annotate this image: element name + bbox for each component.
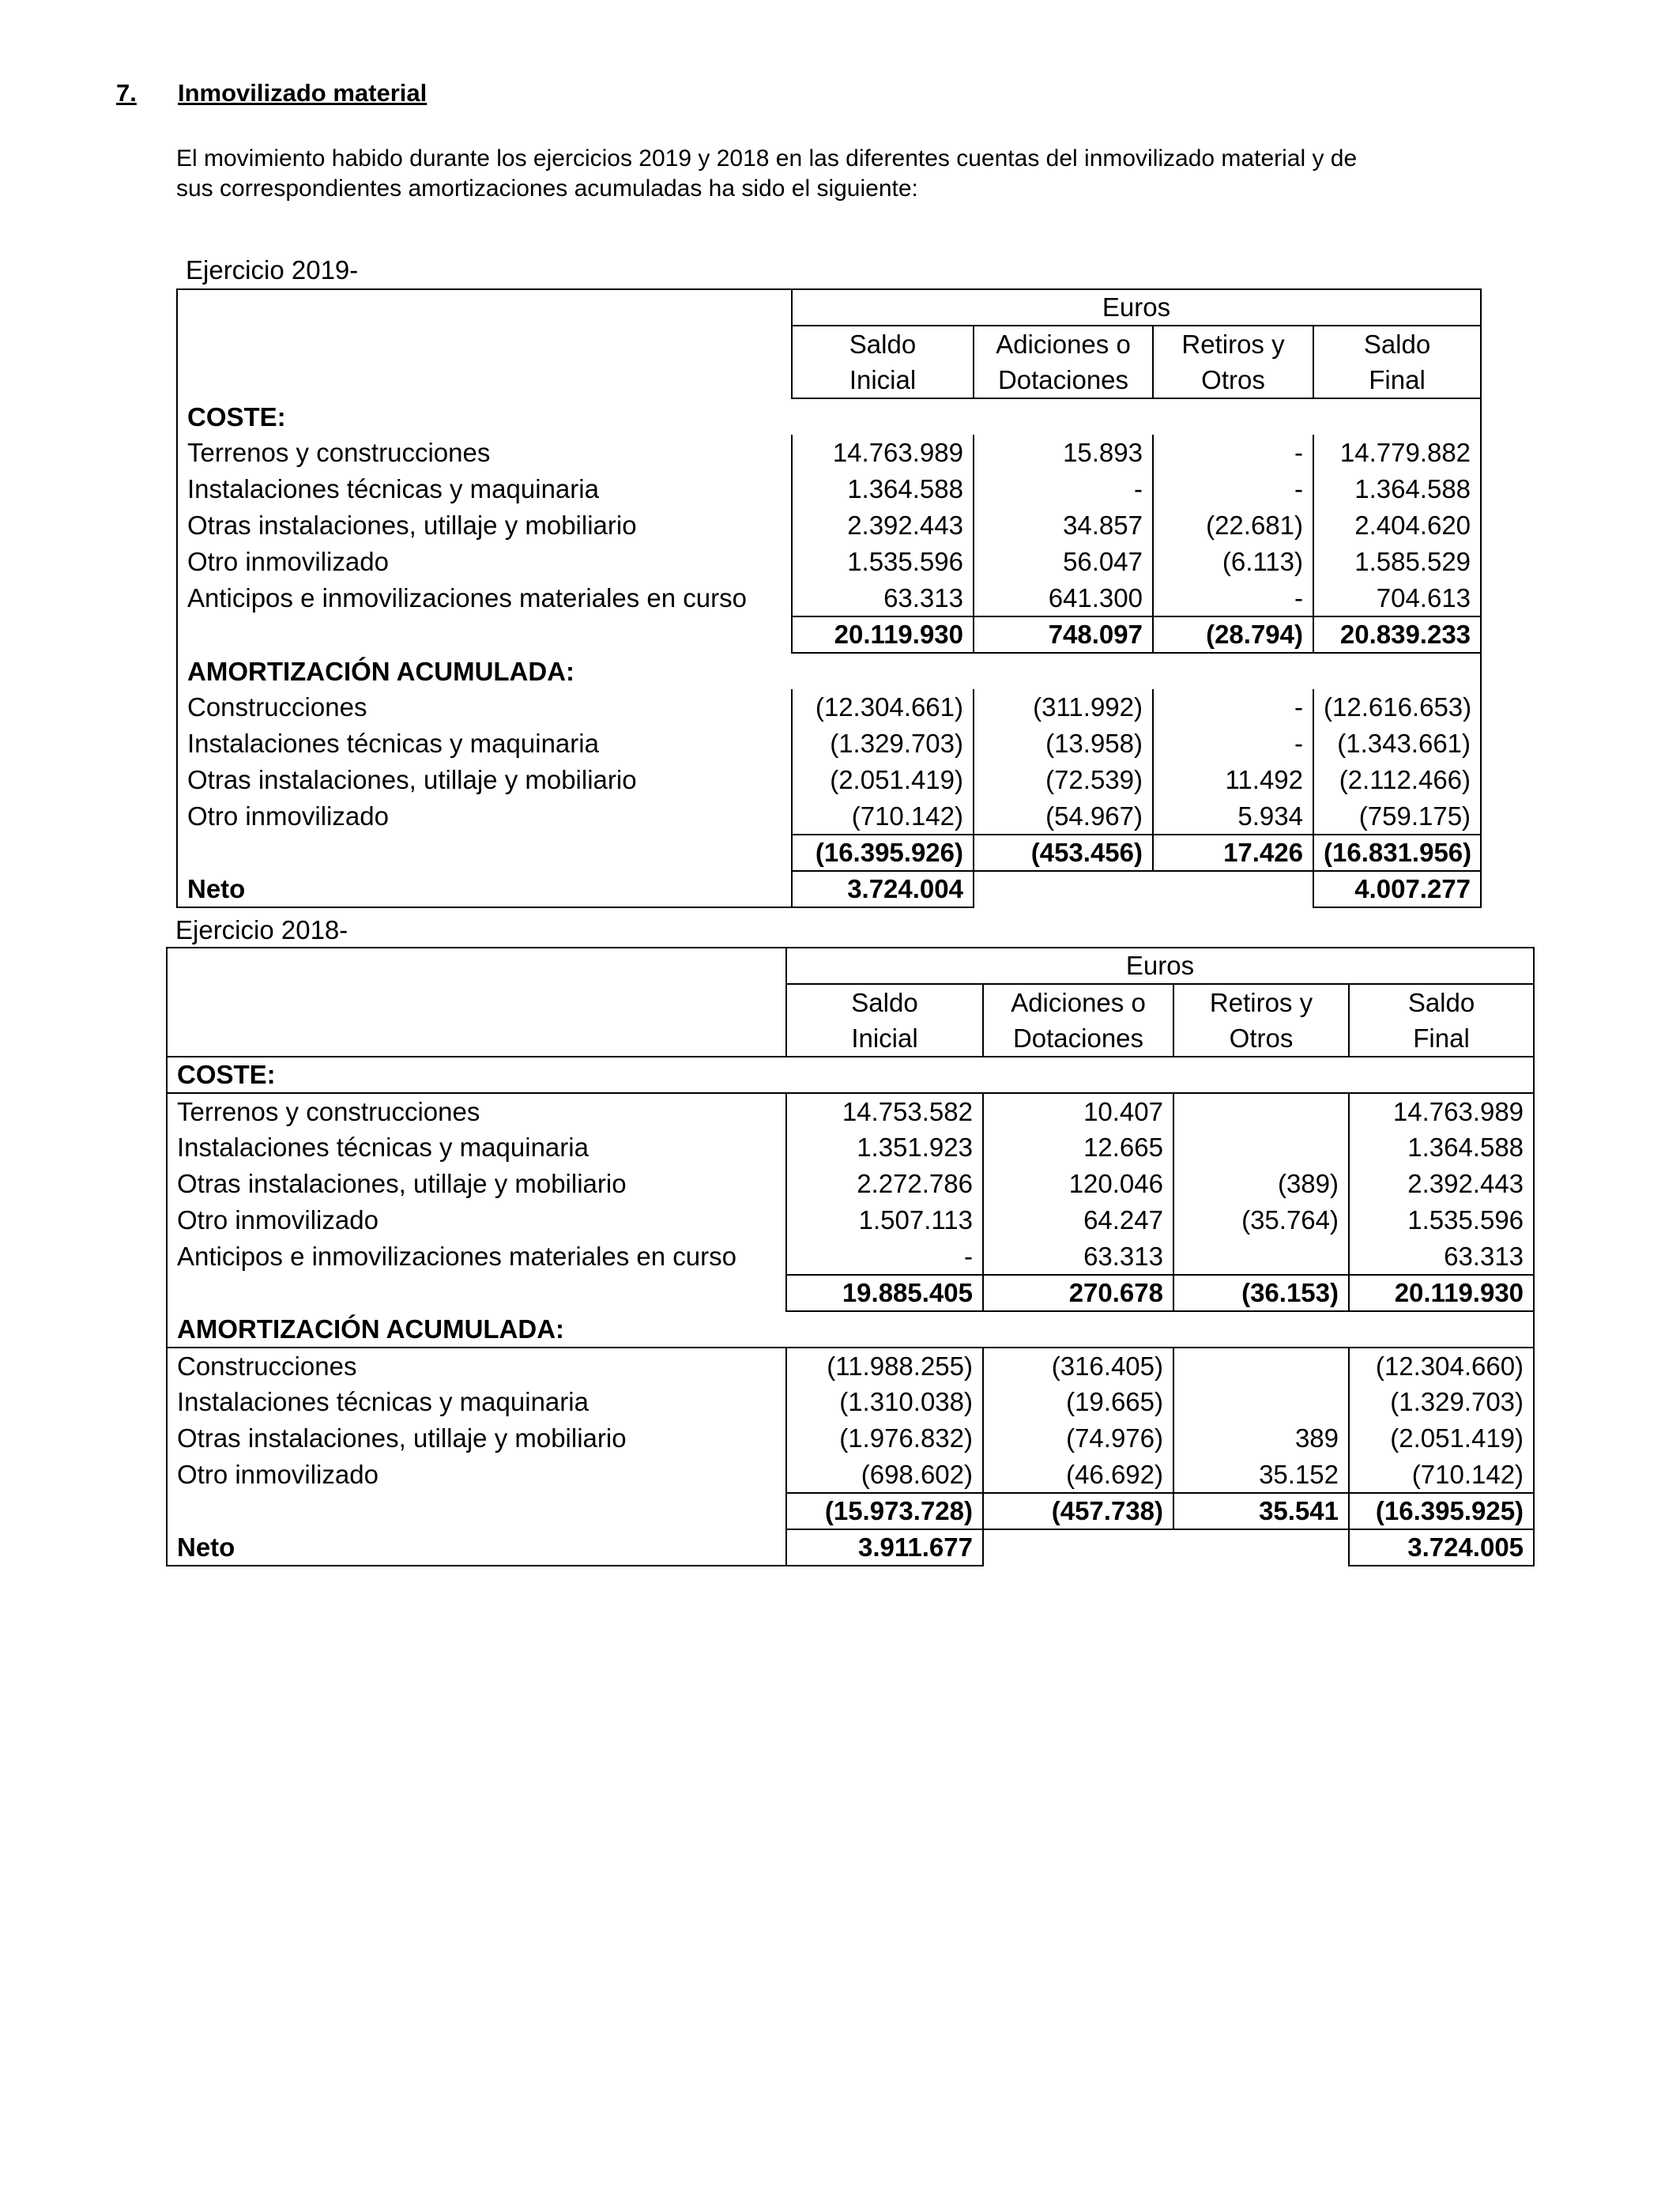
coste-section-row (167, 1057, 1534, 1093)
coste-total-cell: 20.119.930 (1349, 1275, 1534, 1311)
neto-final: 4.007.277 (1313, 871, 1481, 907)
column-header-line-1: Adiciones o (974, 326, 1153, 362)
coste-total-cell: (28.794) (1153, 616, 1313, 653)
amort-row (177, 762, 1481, 798)
column-header-line-1: Retiros y (1173, 984, 1349, 1020)
column-header-line-2: Dotaciones (983, 1020, 1173, 1057)
value-cell: - (1153, 471, 1313, 507)
neto-gap (974, 871, 1313, 907)
value-cell: 11.492 (1153, 762, 1313, 798)
column-header-line-2: Final (1313, 362, 1481, 398)
column-header-line-1: Saldo (786, 984, 983, 1020)
caption-2019: Ejercicio 2019- (186, 255, 359, 285)
value-cell: 63.313 (792, 580, 974, 616)
amort-row (167, 1348, 1534, 1384)
value-cell: 1.364.588 (1313, 471, 1481, 507)
value-cell: (389) (1173, 1166, 1349, 1202)
column-header-line-2: Otros (1153, 362, 1313, 398)
intro-line-2: sus correspondientes amortizaciones acumuladas ha sido el siguiente: (176, 175, 918, 202)
value-cell: - (1153, 580, 1313, 616)
total-label-empty (177, 616, 792, 653)
value-cell (1173, 1384, 1349, 1420)
value-cell: 34.857 (974, 507, 1153, 544)
caption-2018: Ejercicio 2018- (175, 915, 348, 944)
currency-label: Euros (792, 289, 1481, 326)
value-cell: (72.539) (974, 762, 1153, 798)
coste-row (177, 544, 1481, 580)
column-header-line-2: Inicial (792, 362, 974, 398)
section-heading (116, 79, 427, 107)
amort-section-row (167, 1311, 1534, 1348)
value-cell: 641.300 (974, 580, 1153, 616)
column-header-line-2: Dotaciones (974, 362, 1153, 398)
value-cell: (1.976.832) (786, 1420, 983, 1457)
currency-label: Euros (786, 948, 1534, 984)
row-label: Otro inmovilizado (167, 1202, 786, 1238)
amort-total-cell: 35.541 (1173, 1493, 1349, 1529)
value-cell: 1.364.588 (792, 471, 974, 507)
row-label: Otro inmovilizado (167, 1457, 786, 1493)
column-header-line-1: Adiciones o (983, 984, 1173, 1020)
amort-section-label: AMORTIZACIÓN ACUMULADA: (177, 653, 1481, 689)
value-cell: (12.616.653) (1313, 689, 1481, 726)
value-cell: 56.047 (974, 544, 1153, 580)
value-cell: 120.046 (983, 1166, 1173, 1202)
total-label-empty (167, 1275, 786, 1311)
row-label: Construcciones (177, 689, 792, 726)
value-cell: 12.665 (983, 1129, 1173, 1166)
value-cell: (11.988.255) (786, 1348, 983, 1384)
amort-total-cell: (16.395.926) (792, 835, 974, 871)
amort-row (177, 798, 1481, 835)
value-cell: (12.304.661) (792, 689, 974, 726)
neto-initial: 3.724.004 (792, 871, 974, 907)
value-cell: 14.753.582 (786, 1093, 983, 1129)
coste-row (167, 1202, 1534, 1238)
amort-section-label: AMORTIZACIÓN ACUMULADA: (167, 1311, 1534, 1348)
column-header-line-1: Retiros y (1153, 326, 1313, 362)
neto-row (167, 1529, 1534, 1566)
value-cell: (12.304.660) (1349, 1348, 1534, 1384)
value-cell: (698.602) (786, 1457, 983, 1493)
column-header-line-1: Saldo (1313, 326, 1481, 362)
value-cell: (2.051.419) (1349, 1420, 1534, 1457)
row-label: Anticipos e inmovilizaciones materiales en curso (167, 1238, 786, 1275)
value-cell: (54.967) (974, 798, 1153, 835)
amort-total-cell: (16.831.956) (1313, 835, 1481, 871)
value-cell: - (1153, 726, 1313, 762)
value-cell: 1.507.113 (786, 1202, 983, 1238)
row-label: Instalaciones técnicas y maquinaria (177, 471, 792, 507)
value-cell (1173, 1348, 1349, 1384)
row-label: Terrenos y construcciones (177, 435, 792, 471)
value-cell: 1.535.596 (1349, 1202, 1534, 1238)
value-cell: 1.351.923 (786, 1129, 983, 1166)
coste-row (177, 580, 1481, 616)
amort-total-cell: (15.973.728) (786, 1493, 983, 1529)
row-label: Construcciones (167, 1348, 786, 1384)
intro-paragraph (176, 144, 1520, 204)
value-cell: 14.779.882 (1313, 435, 1481, 471)
coste-total-cell: 20.119.930 (792, 616, 974, 653)
row-label: Otras instalaciones, utillaje y mobiliario (177, 762, 792, 798)
value-cell: 1.535.596 (792, 544, 974, 580)
coste-row (167, 1093, 1534, 1129)
coste-section-row (177, 398, 1481, 435)
value-cell: 2.392.443 (1349, 1166, 1534, 1202)
value-cell: (46.692) (983, 1457, 1173, 1493)
value-cell: (13.958) (974, 726, 1153, 762)
value-cell: (35.764) (1173, 1202, 1349, 1238)
value-cell (1173, 1238, 1349, 1275)
row-label: Instalaciones técnicas y maquinaria (167, 1384, 786, 1420)
value-cell: (2.112.466) (1313, 762, 1481, 798)
row-label: Anticipos e inmovilizaciones materiales en curso (177, 580, 792, 616)
value-cell: (311.992) (974, 689, 1153, 726)
table-2019 (176, 288, 1482, 908)
neto-gap (983, 1529, 1349, 1566)
amort-total-cell: (457.738) (983, 1493, 1173, 1529)
total-label-empty (177, 835, 792, 871)
value-cell: - (1153, 689, 1313, 726)
header-empty-cell (177, 289, 792, 398)
value-cell: (1.329.703) (792, 726, 974, 762)
column-header-line-1: Saldo (1349, 984, 1534, 1020)
neto-label: Neto (167, 1529, 786, 1566)
value-cell: (1.343.661) (1313, 726, 1481, 762)
row-label: Otro inmovilizado (177, 544, 792, 580)
value-cell: (710.142) (792, 798, 974, 835)
amort-total-row (167, 1493, 1534, 1529)
value-cell: (710.142) (1349, 1457, 1534, 1493)
column-header-line-1: Saldo (792, 326, 974, 362)
value-cell: 2.272.786 (786, 1166, 983, 1202)
value-cell: (1.310.038) (786, 1384, 983, 1420)
coste-total-row (177, 616, 1481, 653)
row-label: Otro inmovilizado (177, 798, 792, 835)
intro-line-1: El movimiento habido durante los ejercicios 2019 y 2018 en las diferentes cuentas del inmovilizado material y de (176, 145, 1358, 172)
amort-total-cell: 17.426 (1153, 835, 1313, 871)
row-label: Instalaciones técnicas y maquinaria (167, 1129, 786, 1166)
header-empty-cell (167, 948, 786, 1057)
value-cell: 1.364.588 (1349, 1129, 1534, 1166)
section-number: 7. (116, 79, 137, 107)
value-cell: 2.392.443 (792, 507, 974, 544)
coste-row (177, 507, 1481, 544)
header-currency-row (177, 289, 1481, 326)
column-header-line-2: Inicial (786, 1020, 983, 1057)
neto-label: Neto (177, 871, 792, 907)
coste-section-label: COSTE: (177, 398, 1481, 435)
coste-row (167, 1238, 1534, 1275)
value-cell: 63.313 (983, 1238, 1173, 1275)
coste-total-cell: 748.097 (974, 616, 1153, 653)
column-header-line-2: Otros (1173, 1020, 1349, 1057)
row-label: Instalaciones técnicas y maquinaria (177, 726, 792, 762)
coste-section-label: COSTE: (167, 1057, 1534, 1093)
value-cell: (22.681) (1153, 507, 1313, 544)
value-cell: (19.665) (983, 1384, 1173, 1420)
value-cell: 10.407 (983, 1093, 1173, 1129)
amort-total-row (177, 835, 1481, 871)
coste-total-cell: 20.839.233 (1313, 616, 1481, 653)
coste-row (167, 1166, 1534, 1202)
value-cell: 5.934 (1153, 798, 1313, 835)
value-cell: 2.404.620 (1313, 507, 1481, 544)
coste-row (167, 1129, 1534, 1166)
amort-section-row (177, 653, 1481, 689)
value-cell: (6.113) (1153, 544, 1313, 580)
column-header-line-2: Final (1349, 1020, 1534, 1057)
coste-total-cell: (36.153) (1173, 1275, 1349, 1311)
value-cell: 63.313 (1349, 1238, 1534, 1275)
neto-initial: 3.911.677 (786, 1529, 983, 1566)
row-label: Otras instalaciones, utillaje y mobiliario (177, 507, 792, 544)
coste-row (177, 435, 1481, 471)
amort-total-cell: (453.456) (974, 835, 1153, 871)
amort-row (177, 726, 1481, 762)
value-cell: 15.893 (974, 435, 1153, 471)
total-label-empty (167, 1493, 786, 1529)
section-title: Inmovilizado material (178, 79, 428, 107)
value-cell: 14.763.989 (1349, 1093, 1534, 1129)
value-cell: (316.405) (983, 1348, 1173, 1384)
row-label: Terrenos y construcciones (167, 1093, 786, 1129)
value-cell: - (974, 471, 1153, 507)
amort-row (177, 689, 1481, 726)
amort-total-cell: (16.395.925) (1349, 1493, 1534, 1529)
amort-row (167, 1457, 1534, 1493)
value-cell: 704.613 (1313, 580, 1481, 616)
row-label: Otras instalaciones, utillaje y mobiliario (167, 1420, 786, 1457)
value-cell: (1.329.703) (1349, 1384, 1534, 1420)
coste-row (177, 471, 1481, 507)
value-cell: - (786, 1238, 983, 1275)
value-cell: 14.763.989 (792, 435, 974, 471)
value-cell: 35.152 (1173, 1457, 1349, 1493)
value-cell: - (1153, 435, 1313, 471)
value-cell (1173, 1129, 1349, 1166)
coste-total-cell: 270.678 (983, 1275, 1173, 1311)
amort-row (167, 1420, 1534, 1457)
amort-row (167, 1384, 1534, 1420)
neto-row (177, 871, 1481, 907)
value-cell: 1.585.529 (1313, 544, 1481, 580)
table-2018 (166, 947, 1535, 1566)
value-cell: (2.051.419) (792, 762, 974, 798)
coste-total-row (167, 1275, 1534, 1311)
header-currency-row (167, 948, 1534, 984)
value-cell: 389 (1173, 1420, 1349, 1457)
value-cell (1173, 1093, 1349, 1129)
value-cell: (759.175) (1313, 798, 1481, 835)
value-cell: 64.247 (983, 1202, 1173, 1238)
coste-total-cell: 19.885.405 (786, 1275, 983, 1311)
row-label: Otras instalaciones, utillaje y mobiliario (167, 1166, 786, 1202)
neto-final: 3.724.005 (1349, 1529, 1534, 1566)
value-cell: (74.976) (983, 1420, 1173, 1457)
